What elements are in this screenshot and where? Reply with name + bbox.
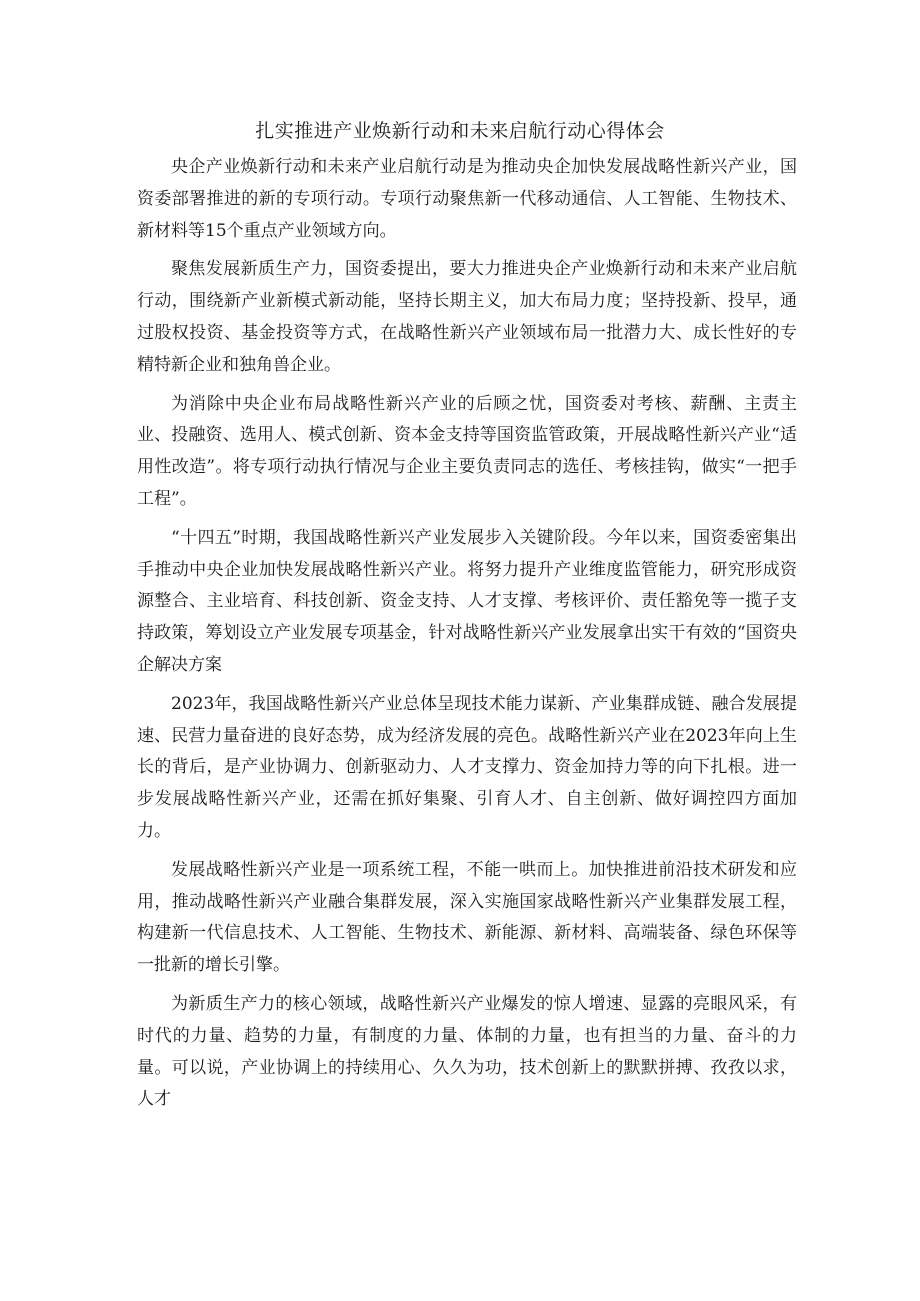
document-title: 扎实推进产业焕新行动和未来启航行动心得体会 bbox=[255, 120, 665, 142]
paragraph-2: 聚焦发展新质生产力，国资委提出，要大力推进央企产业焕新行动和未来产业启航行动，围绕新产业新模式新动能，坚持长期主义，加大布局力度；坚持投新、投早，通过股权投资、基金投资等方式，在战略性新兴产业领域布局一批潜力大、成长性好的专精特新企业和独角兽企业。 bbox=[137, 259, 797, 375]
paragraph-7: 为新质生产力的核心领域，战略性新兴产业爆发的惊人增速、显露的亮眼风采，有时代的力量、趋势的力量，有制度的力量、体制的力量，也有担当的力量、奋斗的力量。可以说，产业协调上的持续用心、久久为功，技术创新上的默默拼搏、孜孜以求，人才 bbox=[137, 993, 797, 1110]
paragraph-5: 2023年，我国战略性新兴产业总体呈现技术能力谋新、产业集群成链、融合发展提速、民营力量奋进的良好态势，成为经济发展的亮色。战略性新兴产业在2023年向上生长的背后，是产业协调力、创新驱动力、人才支撑力、资金加持力等的向下扎根。进一步发展战略性新兴产业，还需在抓好集聚、引育人才、自主创新、做好调控四方面加力。 bbox=[137, 693, 797, 841]
paragraph-1: 央企产业焕新行动和未来产业启航行动是为推动央企加快发展战略性新兴产业，国资委部署推进的新的专项行动。专项行动聚焦新一代移动通信、人工智能、生物技术、新材料等15个重点产业领域方向。 bbox=[137, 157, 797, 241]
paragraph-4: “十四五”时期，我国战略性新兴产业发展步入关键阶段。今年以来，国资委密集出手推动中央企业加快发展战略性新兴产业。将努力提升产业维度监管能力，研究形成资源整合、主业培育、科技创新、资金支持、人才支撑、考核评价、责任豁免等一揽子支持政策，筹划设立产业发展专项基金，针对战略性新兴产业发展拿出实干有效的“国资央企解决方案 bbox=[137, 527, 797, 675]
paragraph-3: 为消除中央企业布局战略性新兴产业的后顾之忧，国资委对考核、薪酬、主责主业、投融资、选用人、模式创新、资本金支持等国资监管政策，开展战略性新兴产业“适用性改造”。将专项行动执行情况与企业主要负责同志的选任、考核挂钩，做实“一把手工程”。 bbox=[137, 393, 797, 509]
document-body bbox=[137, 152, 797, 1123]
paragraph-6: 发展战略性新兴产业是一项系统工程，不能一哄而上。加快推进前沿技术研发和应用，推动战略性新兴产业融合集群发展，深入实施国家战略性新兴产业集群发展工程，构建新一代信息技术、人工智能、生物技术、新能源、新材料、高端装备、绿色环保等一批新的增长引擎。 bbox=[137, 859, 797, 976]
